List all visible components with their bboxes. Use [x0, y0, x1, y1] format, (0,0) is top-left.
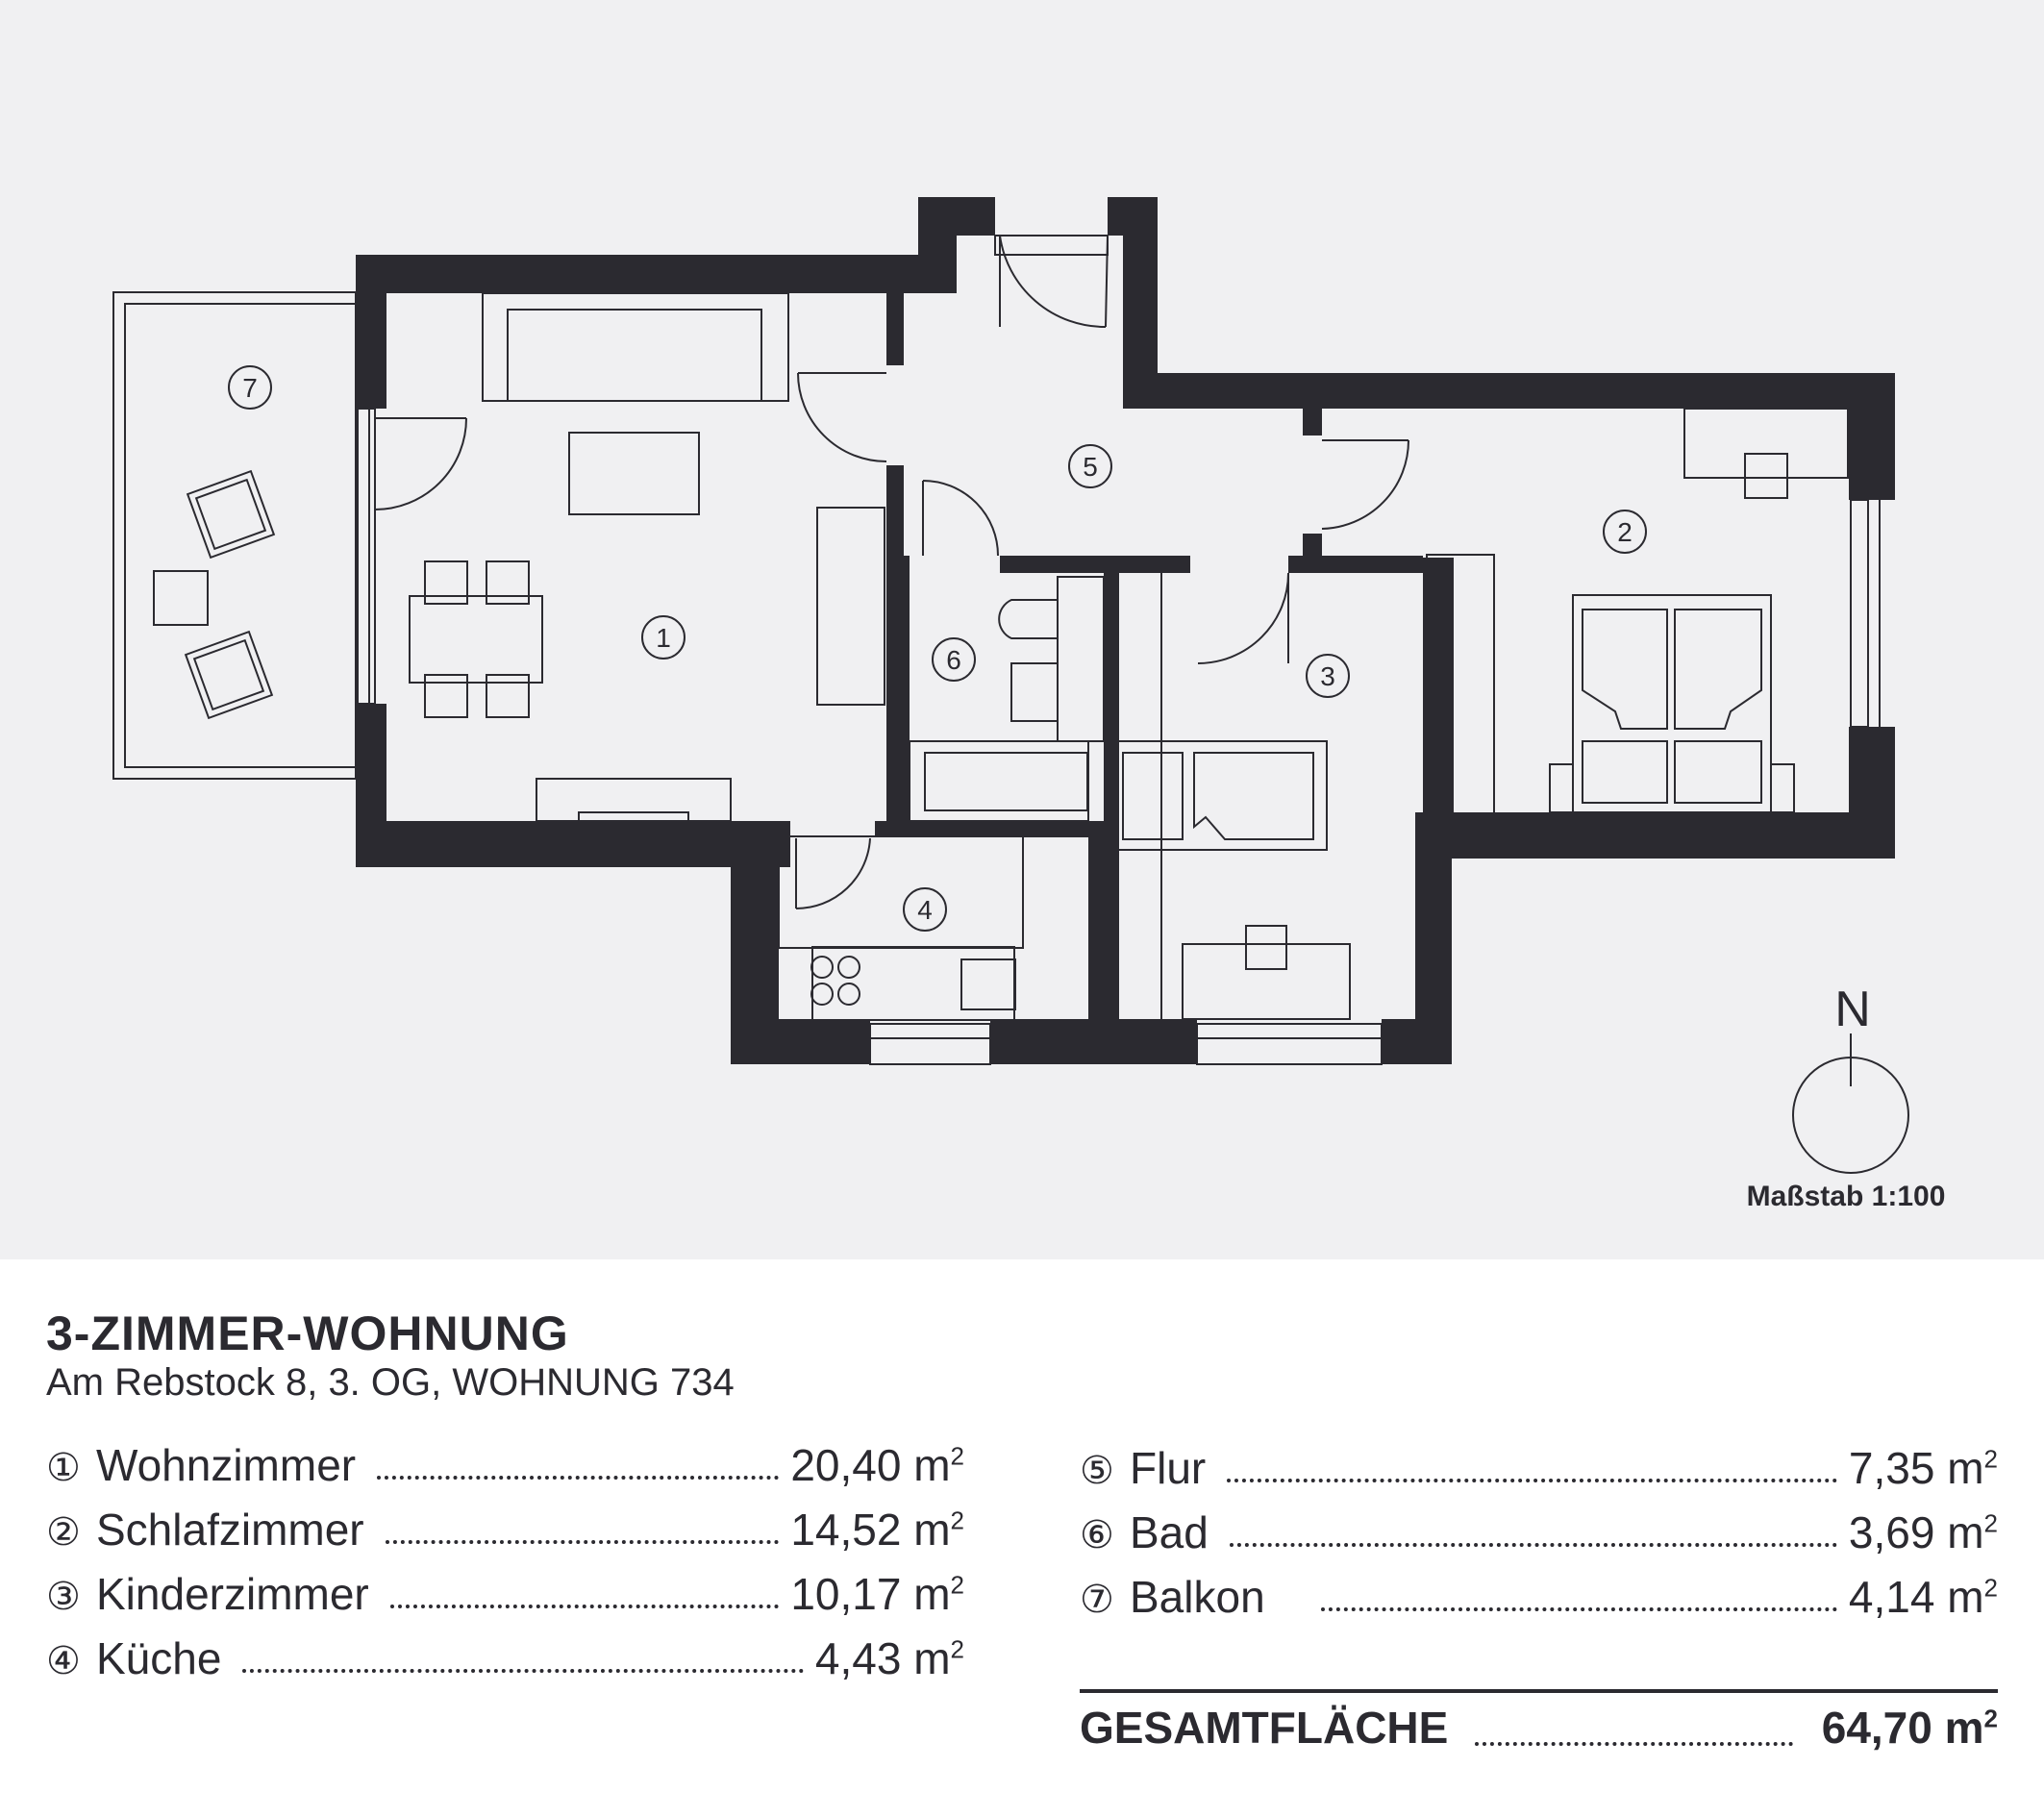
room-row-wohnzimmer	[46, 1439, 964, 1493]
room-row-kinderzimmer	[46, 1568, 964, 1622]
svg-text:6: 6	[946, 645, 961, 675]
leader-dots	[242, 1669, 803, 1673]
room-number: ②	[46, 1511, 81, 1554]
room-area: 4,14 $m^2$	[1848, 1572, 1998, 1622]
room-area: 10,17 $m^2$	[790, 1569, 964, 1619]
room-marker-5	[1069, 445, 1111, 487]
room-name: Flur	[1130, 1443, 1207, 1493]
scale-label: Maßstab 1:100	[1746, 1181, 1946, 1212]
svg-text:4: 4	[917, 895, 933, 925]
leader-dots	[1321, 1607, 1837, 1611]
room-row-kueche	[46, 1632, 964, 1686]
walls	[356, 197, 1895, 1064]
room-name: Balkon	[1130, 1572, 1265, 1622]
room-marker-7	[229, 366, 271, 409]
room-area: 20,40 $m^2$	[790, 1440, 964, 1490]
leader-dots	[390, 1605, 780, 1608]
room-row-bad	[1080, 1506, 1998, 1560]
room-name: Wohnzimmer	[96, 1440, 357, 1490]
room-area: 7,35 $m^2$	[1848, 1443, 1998, 1493]
room-marker-6	[933, 638, 975, 681]
total-divider	[1080, 1689, 1998, 1693]
leader-dots	[1227, 1479, 1837, 1482]
room-number: ⑥	[1080, 1514, 1114, 1556]
room-number: ④	[46, 1640, 81, 1682]
room-name: Küche	[96, 1633, 222, 1683]
svg-text:2: 2	[1617, 517, 1633, 547]
room-marker-3	[1307, 655, 1349, 697]
total-area-row	[1080, 1702, 1998, 1763]
balcony-furniture	[154, 471, 274, 718]
room-area: 4,43 $m^2$	[814, 1633, 964, 1683]
compass-icon	[1793, 1033, 1908, 1173]
room-area: 3,69 $m^2$	[1848, 1507, 1998, 1557]
room-number: ⑦	[1080, 1579, 1114, 1621]
svg-text:1: 1	[656, 623, 671, 653]
room-number: ③	[46, 1576, 81, 1618]
apartment-title: 3-ZIMMER-WOHNUNG	[46, 1307, 569, 1360]
room-number: ①	[46, 1447, 81, 1489]
room-marker-1	[642, 616, 685, 659]
svg-text:7: 7	[242, 373, 258, 403]
svg-text:5: 5	[1083, 452, 1098, 482]
room-marker-2	[1604, 510, 1646, 553]
leader-dots	[1230, 1543, 1837, 1547]
total-label: GESAMTFLÄCHE	[1080, 1703, 1449, 1753]
room-name: Bad	[1130, 1507, 1209, 1557]
svg-text:3: 3	[1320, 661, 1335, 691]
room-marker-4	[904, 888, 946, 931]
leader-dots	[386, 1540, 780, 1544]
compass-north-label: N	[1834, 982, 1871, 1037]
apartment-address: Am Rebstock 8, 3. OG, WOHNUNG 734	[46, 1361, 735, 1404]
room-area: 14,52 $m^2$	[790, 1505, 964, 1555]
room-name: Schlafzimmer	[96, 1505, 364, 1555]
leader-dots	[377, 1476, 779, 1480]
room-number: ⑤	[1080, 1450, 1114, 1492]
leader-dots	[1475, 1742, 1792, 1746]
room-name: Kinderzimmer	[96, 1569, 369, 1619]
room-row-flur	[1080, 1442, 1998, 1496]
total-area: 64,70 $m^2$	[1821, 1703, 1998, 1753]
room-row-balkon	[1080, 1571, 1998, 1625]
balcony	[113, 292, 356, 779]
room-row-schlafzimmer	[46, 1504, 964, 1557]
